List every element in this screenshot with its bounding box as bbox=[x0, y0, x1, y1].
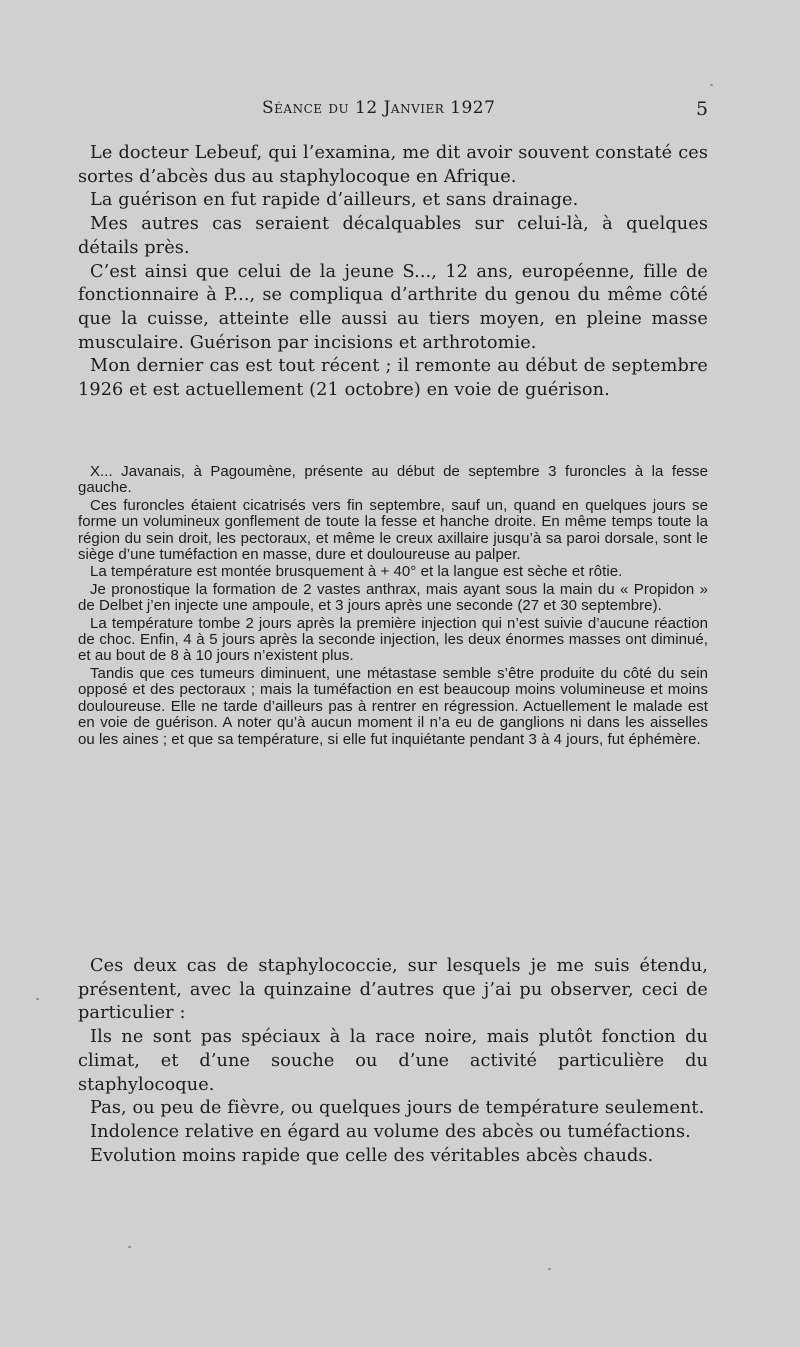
running-title: Séance du 12 Janvier 1927 bbox=[262, 98, 496, 118]
page-number: 5 bbox=[696, 98, 709, 120]
case-report bbox=[78, 464, 708, 749]
body-text-top bbox=[78, 142, 708, 403]
paragraph: C’est ainsi que celui de la jeune S..., 12 ans, européenne, fille de fonctionnaire à P..., se compliqua d’arthrite du genou du même côté que la cuisse, atteinte elle aussi au tiers moyen, en pleine masse musculaire. Guérison par incisions et arthrotomie. bbox=[78, 261, 708, 353]
case-paragraph: La température tombe 2 jours après la première injection qui n’est suivie d’aucune réaction de choc. Enfin, 4 à 5 jours après la seconde injection, les deux énormes masses ont diminué, et au bout de 8 à 10 jours n’existent plus. bbox=[78, 614, 708, 665]
case-paragraph: Je pronostique la formation de 2 vastes anthrax, mais ayant sous la main du « Propidon » de Delbet j’en injecte une ampoule, et 3 jours après une seconde (27 et 30 septembre). bbox=[78, 580, 708, 615]
case-paragraph: X... Javanais, à Pagoumène, présente au début de septembre 3 furoncles à la fesse gauche. bbox=[78, 463, 708, 497]
body-text-bottom bbox=[78, 955, 708, 1168]
paper-speck bbox=[36, 998, 39, 1000]
paragraph: Evolution moins rapide que celle des véritables abcès chauds. bbox=[90, 1145, 654, 1166]
paper-speck bbox=[710, 84, 713, 86]
case-paragraph: Ces furoncles étaient cicatrisés vers fin septembre, sauf un, quand en quelques jours se forme un volumineux gonflement de toute la fesse et hanche droite. En même temps toute la région du sein droit, les pectoraux, et même le creux axillaire jusqu’à sa paroi dorsale, sont le siège d’une tuméfaction en masse, dure et douloureuse au palper. bbox=[78, 496, 708, 564]
paper-speck bbox=[128, 1246, 131, 1248]
paragraph: Pas, ou peu de fièvre, ou quelques jours de température seulement. bbox=[90, 1098, 705, 1119]
paragraph: Le docteur Lebeuf, qui l’examina, me dit avoir souvent constaté ces sortes d’abcès dus au staphylocoque en Afrique. bbox=[78, 143, 708, 187]
running-head bbox=[0, 98, 800, 126]
paper-speck bbox=[548, 1268, 551, 1270]
case-paragraph: Tandis que ces tumeurs diminuent, une métastase semble s’être produite du côté du sein opposé et des pectoraux ; mais la tuméfaction en est beaucoup moins volumineuse et moins douloureuse. Elle ne tarde d’ailleurs pas à rentrer en régression. Actuellement le malade est en voie de guérison. A noter qu’à aucun moment il n’a eu de ganglions ni dans les aisselles ou les aines ; et que sa température, si elle fut inquiétante pendant 3 à 4 jours, fut éphémère. bbox=[78, 664, 708, 748]
paragraph: Indolence relative en égard au volume des abcès ou tuméfactions. bbox=[90, 1121, 691, 1142]
paragraph: Mes autres cas seraient décalquables sur celui-là, à quelques détails près. bbox=[78, 214, 708, 258]
case-paragraph: La température est montée brusquement à + 40° et la langue est sèche et rôtie. bbox=[90, 563, 623, 581]
paragraph: La guérison en fut rapide d’ailleurs, et sans drainage. bbox=[90, 190, 579, 211]
paragraph: Ils ne sont pas spéciaux à la race noire, mais plutôt fonction du climat, et d’une souche ou d’une activité particulière du staphylocoque. bbox=[78, 1027, 708, 1095]
paragraph: Mon dernier cas est tout récent ; il remonte au début de septembre 1926 et est actuellement (21 octobre) en voie de guérison. bbox=[78, 356, 708, 401]
paragraph: Ces deux cas de staphylococcie, sur lesquels je me suis étendu, présentent, avec la quinzaine d’autres que j’ai pu observer, ceci de particulier : bbox=[78, 956, 708, 1024]
